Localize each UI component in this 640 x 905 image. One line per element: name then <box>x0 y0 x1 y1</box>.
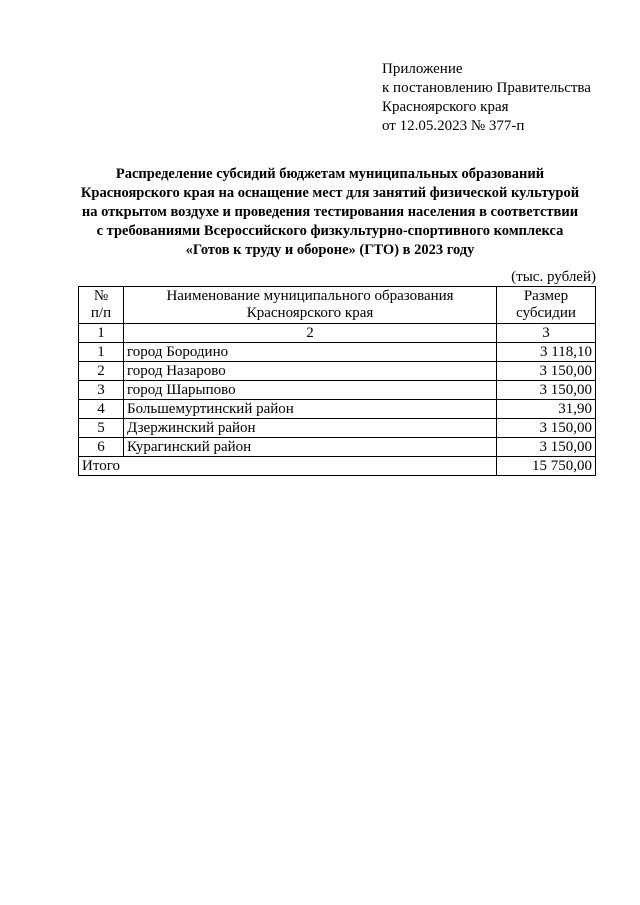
table-row <box>79 438 596 457</box>
header-name-line2: Красноярского края <box>246 305 374 321</box>
appendix-line: к постановлению Правительства <box>382 80 591 96</box>
header-amount-line2: субсидии <box>516 305 576 321</box>
appendix-block <box>382 60 591 136</box>
row-number: 3 <box>79 381 124 400</box>
title-line: на открытом воздухе и проведения тестирования населения в соответствии <box>81 204 579 220</box>
title-line: Распределение субсидий бюджетам муниципальных образований <box>115 166 545 182</box>
row-amount: 3 150,00 <box>497 419 596 438</box>
units-label: (тыс. рублей) <box>511 269 596 285</box>
row-amount: 3 150,00 <box>497 381 596 400</box>
table-row <box>79 362 596 381</box>
column-index: 2 <box>124 324 497 343</box>
row-name: Большемуртинский район <box>124 400 497 419</box>
header-number <box>79 287 124 324</box>
table-row <box>79 419 596 438</box>
header-name <box>124 287 497 324</box>
row-name: Курагинский район <box>124 438 497 457</box>
table-row <box>79 400 596 419</box>
header-name-line1: Наименование муниципального образования <box>166 288 454 304</box>
row-amount: 3 150,00 <box>497 438 596 457</box>
title-line: с требованиями Всероссийского физкультурно-спортивного комплекса <box>96 223 564 239</box>
row-number: 6 <box>79 438 124 457</box>
row-number: 4 <box>79 400 124 419</box>
table-row <box>79 343 596 362</box>
row-amount: 31,90 <box>497 400 596 419</box>
header-amount <box>497 287 596 324</box>
column-index: 1 <box>79 324 124 343</box>
row-name: город Назарово <box>124 362 497 381</box>
header-number-line1: № <box>93 288 109 304</box>
row-number: 5 <box>79 419 124 438</box>
row-name: город Шарыпово <box>124 381 497 400</box>
title-line: Красноярского края на оснащение мест для занятий физической культурой <box>80 185 580 201</box>
total-amount: 15 750,00 <box>497 457 596 476</box>
row-amount: 3 118,10 <box>497 343 596 362</box>
header-amount-line1: Размер <box>523 288 569 304</box>
table-header-row <box>79 287 596 324</box>
title-line: «Готов к труду и обороне» (ГТО) в 2023 году <box>185 242 475 258</box>
row-number: 2 <box>79 362 124 381</box>
row-name: Дзержинский район <box>124 419 497 438</box>
appendix-line: от 12.05.2023 № 377-п <box>382 118 525 134</box>
row-number: 1 <box>79 343 124 362</box>
total-label: Итого <box>79 457 497 476</box>
document-title <box>60 165 600 260</box>
row-name: город Бородино <box>124 343 497 362</box>
appendix-line: Красноярского края <box>382 99 509 115</box>
header-number-line2: п/п <box>90 305 112 321</box>
column-index-row <box>79 324 596 343</box>
appendix-line: Приложение <box>382 61 463 77</box>
table-row <box>79 381 596 400</box>
subsidy-table <box>78 286 596 476</box>
total-row <box>79 457 596 476</box>
column-index: 3 <box>497 324 596 343</box>
row-amount: 3 150,00 <box>497 362 596 381</box>
